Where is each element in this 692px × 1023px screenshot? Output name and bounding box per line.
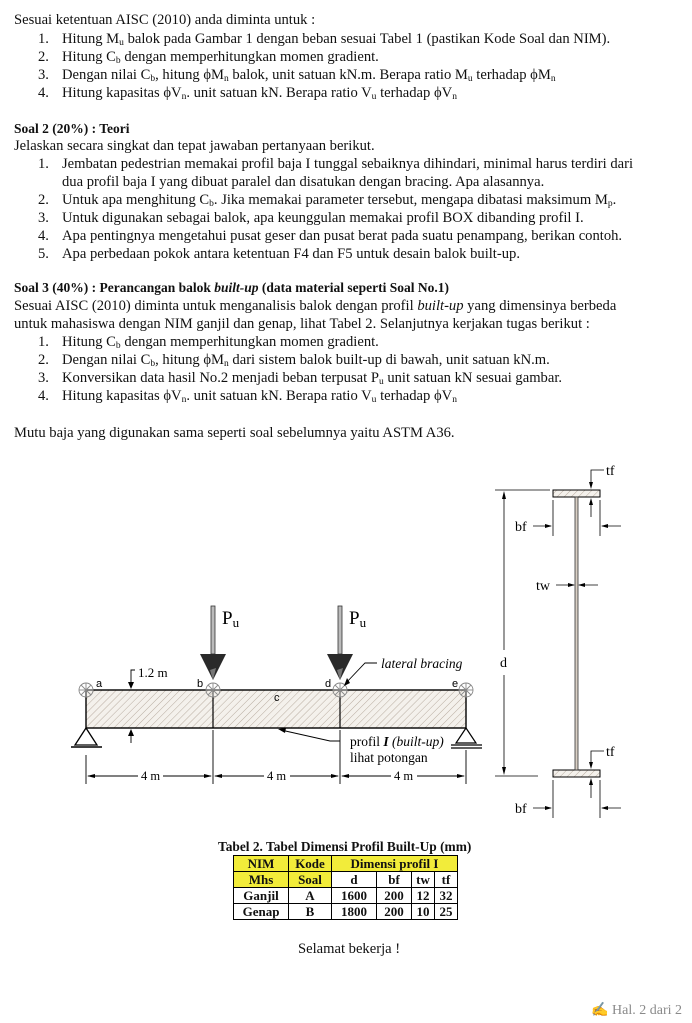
soal3-item-1: 1. Hitung $C_b$ dengan memperhitungkan momen gradient.: [38, 334, 379, 351]
point-c: c: [274, 692, 280, 704]
label-tw: tw: [536, 579, 550, 594]
point-a: a: [96, 678, 103, 690]
soal3-heading: Soal 3 (40%) : Perancangan balok built-up (data material seperti Soal No.1): [14, 280, 449, 295]
span-3: 4 m: [394, 769, 414, 783]
soal2-item-3: 3. Untuk digunakan sebagai balok, apa keunggulan memakai profil BOX dibanding profil I.: [38, 210, 584, 226]
i-section: [553, 490, 600, 777]
soal1-intro: Sesuai ketentuan AISC (2010) anda diminta untuk :: [14, 12, 316, 28]
soal2-item-5: 5. Apa perbedaan pokok antara ketentuan F4 dan F5 untuk desain balok built-up.: [38, 246, 520, 262]
span-2: 4 m: [267, 769, 287, 783]
table2-caption: Tabel 2. Tabel Dimensi Profil Built-Up (mm): [218, 839, 472, 854]
hdr-nim1: NIM: [234, 856, 289, 872]
soal2-item-2: 2. Untuk apa menghitung $C_b$. Jika memakai parameter tersebut, mengapa dibatasi maksimum $M_p$.: [38, 192, 617, 209]
soal3-item-2: 2. Dengan nilai $C_b$, hitung $\phi M_n$ dari sistem balok built-up di bawah, unit satuan kN.m.: [38, 352, 550, 369]
roller-support: [456, 728, 476, 743]
load-label-b: Pu: [222, 608, 240, 630]
soal1-item-1: 1. Hitung $M_u$ balok pada Gambar 1 dengan beban sesuai Tabel 1 (pastikan Kode Soal dan NIM).: [38, 31, 611, 48]
soal1-item-4: 4. Hitung kapasitas $\phi V_n$. unit satuan kN. Berapa ratio $V_u$ terhadap $\phi V_n$: [38, 85, 457, 102]
span-1: 4 m: [141, 769, 161, 783]
table2: [233, 855, 458, 920]
soal2-item-1-cont: dua profil baja I yang dibuat paralel dan disatukan dengan bracing. Apa alasannya.: [62, 174, 545, 190]
soal2-heading: Soal 2 (20%) : Teori: [14, 121, 130, 136]
soal3-item-4: 4. Hitung kapasitas $\phi V_n$. unit satuan kN. Berapa ratio $V_u$ terhadap $\phi V_n$: [38, 388, 457, 405]
soal2-intro: Jelaskan secara singkat dan tepat jawaban pertanyaan berikut.: [14, 138, 375, 154]
soal2-item-1: 1. Jembatan pedestrian memakai profil baja I tunggal sebaiknya dihindari, minimal harus terdiri dari: [38, 156, 634, 172]
hdr-bf: bf: [377, 872, 412, 888]
label-d: d: [500, 656, 507, 671]
signature-icon: ✍: [591, 1003, 609, 1018]
profile-label: profil I (built-up): [350, 734, 444, 749]
label-bf-top: bf: [515, 520, 527, 535]
table-row: Ganjil A 1600 200 12 32: [234, 888, 458, 904]
closing-text: Selamat bekerja !: [298, 941, 401, 957]
point-d: d: [325, 678, 332, 690]
depth-label: 1.2 m: [138, 665, 168, 680]
hdr-d: d: [332, 872, 377, 888]
point-e: e: [452, 678, 459, 690]
hdr-dim: Dimensi profil I: [332, 856, 458, 872]
soal2-item-4: 4. Apa pentingnya mengetahui pusat geser dan pusat berat pada suatu penampang, berikan contoh.: [38, 228, 623, 244]
label-bf-bottom: bf: [515, 802, 527, 817]
hdr-tw: tw: [412, 872, 435, 888]
label-tf-top: tf: [606, 464, 615, 479]
material-note: Mutu baja yang digunakan sama seperti soal sebelumnya yaitu ASTM A36.: [14, 425, 455, 441]
soal3-intro-line1: Sesuai AISC (2010) diminta untuk menganalisis balok dengan profil built-up yang dimensinya berbeda: [14, 298, 617, 314]
point-b: b: [197, 678, 204, 690]
load-label-d: Pu: [349, 608, 367, 630]
profile-label-line2: lihat potongan: [350, 750, 428, 765]
label-tf-bottom: tf: [606, 745, 615, 760]
table-row: Genap B 1800 200 10 25: [234, 904, 458, 920]
soal1-item-2: 2. Hitung $C_b$ dengan memperhitungkan momen gradient.: [38, 49, 379, 66]
hdr-tf: tf: [435, 872, 458, 888]
soal1-item-3: 3. Dengan nilai $C_b$, hitung $\phi M_n$ balok, unit satuan kN.m. Berapa ratio $M_u$ terhadap $\phi M_n$: [38, 67, 556, 84]
bracing-label: lateral bracing: [381, 656, 463, 671]
hdr-kode2: Soal: [289, 872, 332, 888]
pin-support: [75, 728, 97, 745]
hdr-nim2: Mhs: [234, 872, 289, 888]
soal3-intro-line2: untuk mahasiswa dengan NIM ganjil dan genap, lihat Tabel 2. Selanjutnya kerjakan tugas berikut :: [14, 316, 590, 332]
page-footer: ✍ Hal. 2 dari 2: [591, 1003, 682, 1018]
hdr-kode1: Kode: [289, 856, 332, 872]
soal3-item-3: 3. Konversikan data hasil No.2 menjadi beban terpusat $P_u$ unit satuan kN sesuai gambar.: [38, 370, 563, 387]
